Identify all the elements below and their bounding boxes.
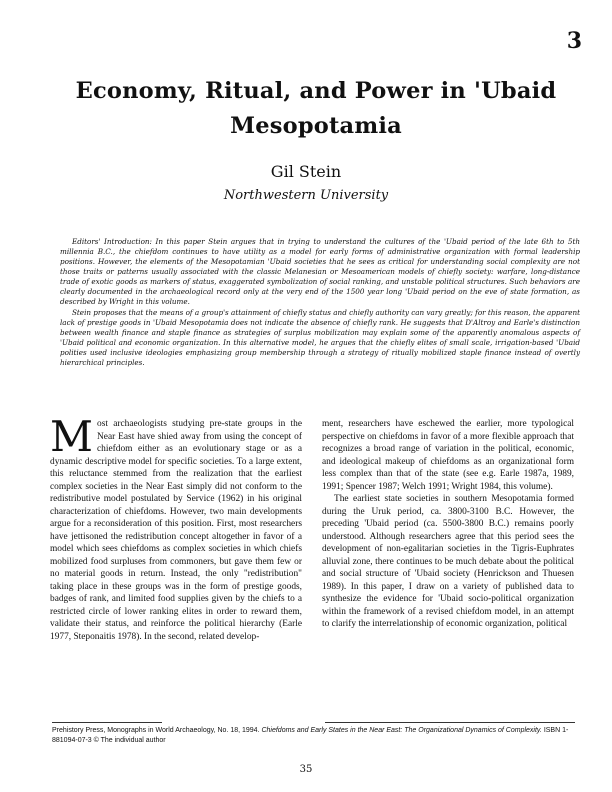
body-paragraph xyxy=(50,418,302,643)
editors-introduction xyxy=(60,237,580,368)
footnote-series: Prehistory Press, Monographs in World Archaeology, No. 18, 1994. xyxy=(52,727,260,734)
body-paragraph: ment, researchers have eschewed the earlier, more typological perspective on chiefdoms in favor of a more flexible approach that recognizes a broad range of variation in the political, economic, and ideological makeup of chiefdoms as an organizational form less complex than that of the state (see e.g. Earle 1987a, 1989, 1991; Spencer 1987; Welch 1991; Wright 1984, this volume). xyxy=(322,419,574,492)
author-affiliation: Northwestern University xyxy=(223,188,389,203)
intro-paragraph: Stein proposes that the means of a group's attainment of chiefly status and chiefly authority can vary greatly; for this reason, the apparent lack of prestige goods in 'Ubaid Mesopotamia does not indicate the absence of chiefly rank. He suggests that D'Altroy and Earle's distinction between wealth finance and staple finance as strategies of surplus mobilization may explain some of the apparently anomalous aspects of 'Ubaid political and economic organization. In this alternative model, he argues that the chiefly elites of small scale, irrigation-based 'Ubaid polities used inclusive ideologies emphasizing group membership through a strategy of ritually mobilized staple finance instead of overtly hierarchical principles. xyxy=(60,307,580,367)
footnote-book-title: Chiefdoms and Early States in the Near East: The Organizational Dynamics of Complexity. xyxy=(261,727,542,734)
publication-footnote xyxy=(52,726,582,746)
footnote-rule xyxy=(325,722,575,723)
chapter-number: 3 xyxy=(566,28,582,54)
drop-cap: M xyxy=(50,418,94,461)
footnote-rule xyxy=(52,722,162,723)
body-column-left xyxy=(50,418,302,720)
body-column-right xyxy=(322,418,574,720)
body-paragraph: The earliest state societies in southern Mesopotamia formed during the Uruk period, ca. 3800-3100 B.C. However, the preceding 'Ubaid period (ca. 5500-3800 B.C.) remains poorly understood. Although researchers agree that this period sees the development of non-egalitarian societies in the Tigris-Euphrates alluvial zone, there continues to be much debate about the political and social structure of 'Ubaid society (Henrickson and Thuesen 1989). In this paper, I draw on a variety of published data to synthesize the evidence for 'Ubaid socio-political organization within the framework of a revised chiefdom model, in an attempt to clarify the interrelationship of economic organization, political xyxy=(322,494,574,629)
author-name: Gil Stein xyxy=(270,162,342,181)
body-text: ost archaeologists studying pre-state groups in the Near East have shied away from using the concept of chiefdom either as an evolutionary stage or as a dynamic descriptive model for specific societies. To a large extent, this reluctance stemmed from the realization that the earliest complex societies in the Near East simply did not conform to the redistributive model postulated by Service (1962) in his original characterization of chiefdoms. However, two main developments argue for a reconsideration of this position. First, most researchers have jettisoned the redistribution concept altogether in favor of a model which sees chiefdoms as complex societies in which chiefs mobilized food surpluses from commoners, but gave them few or no material goods in return. Instead, the only "redistribution" taking place in these groups was in the form of prestige goods, badges of rank, and limited food supplies given by the chiefs to a restricted circle of lower ranking elites in order to reward them, validate their status, and reinforce the political hierarchy (Earle 1977, Steponaitis 1978). In the second, related develop- xyxy=(50,419,302,642)
intro-paragraph: Editors' Introduction: In this paper Stein argues that in trying to understand the cultures of the 'Ubaid period of the late 6th to 5th millennia B.C., the chiefdom continues to have utility as a model for early forms of administrative organization with formal leadership positions. However, the elements of the Mesopotamian 'Ubaid societies that he sees as critical for understanding social complexity are not those traits or patterns usually associated with the classic Melanesian or Mesoamerican models of chiefly society: warfare, long-distance trade of exotic goods as markers of status, exaggerated symbolization of social ranking, and unstable political structures. Such behaviors are clearly documented in the archaeological record only at the very end of the 1500 year long 'Ubaid period on the eve of state formation, as described by Wright in this volume. xyxy=(60,237,580,307)
footnote-isbn: ISBN 1-881094-07-3 © The individual author xyxy=(52,727,569,745)
page-number: 35 xyxy=(299,764,313,775)
chapter-title: Economy, Ritual, and Power in 'Ubaid Mesopotamia xyxy=(75,78,557,140)
